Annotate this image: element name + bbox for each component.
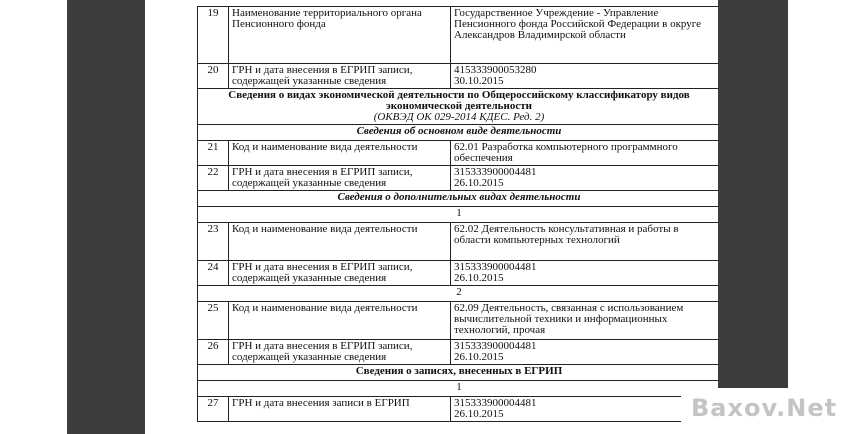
record-date: 30.10.2015 <box>454 75 504 87</box>
table-row <box>198 397 719 422</box>
field-value <box>451 166 719 191</box>
grn-number: 315333900004481 <box>454 340 537 352</box>
egrip-table <box>197 6 718 422</box>
record-date: 26.10.2015 <box>454 272 504 284</box>
row-number: 24 <box>198 261 229 286</box>
field-value: 62.01 Разработка компьютерного программного обеспечения <box>451 141 719 166</box>
section-header-row <box>198 89 719 125</box>
group-index: 1 <box>198 207 719 223</box>
table-row <box>198 7 719 64</box>
group-index-row <box>198 381 719 397</box>
records-section-heading: Сведения о записях, внесенных в ЕГРИП <box>198 365 719 381</box>
field-name: Наименование территориального органа Пенсионного фонда <box>229 7 451 64</box>
field-value <box>451 340 719 365</box>
field-name: Код и наименование вида деятельности <box>229 302 451 340</box>
row-number: 26 <box>198 340 229 365</box>
table-row <box>198 302 719 340</box>
field-value: 62.02 Деятельность консультативная и работы в области компьютерных технологий <box>451 223 719 261</box>
main-activity-heading: Сведения об основном виде деятельности <box>198 125 719 141</box>
field-name: ГРН и дата внесения в ЕГРИП записи, содержащей указанные сведения <box>229 340 451 365</box>
site-watermark <box>681 388 850 434</box>
grn-number: 315333900004481 <box>454 397 537 409</box>
okved-section-title: Сведения о видах экономической деятельности по Общероссийскому классификатору видов экономической деятельности <box>228 89 690 112</box>
field-name: ГРН и дата внесения записи в ЕГРИП <box>229 397 451 422</box>
field-name: ГРН и дата внесения в ЕГРИП записи, содержащей указанные сведения <box>229 261 451 286</box>
grn-number: 415333900053280 <box>454 64 537 76</box>
row-number: 19 <box>198 7 229 64</box>
field-value <box>451 261 719 286</box>
okved-section-subtitle: (ОКВЭД ОК 029-2014 КДЕС. Ред. 2) <box>373 111 545 123</box>
record-date: 26.10.2015 <box>454 177 504 189</box>
field-name: ГРН и дата внесения в ЕГРИП записи, содержащей указанные сведения <box>229 64 451 89</box>
field-name: Код и наименование вида деятельности <box>229 223 451 261</box>
field-name: Код и наименование вида деятельности <box>229 141 451 166</box>
table-row <box>198 166 719 191</box>
group-index: 1 <box>198 381 719 397</box>
subsection-header-row <box>198 191 719 207</box>
row-number: 25 <box>198 302 229 340</box>
row-number: 21 <box>198 141 229 166</box>
table-row <box>198 64 719 89</box>
row-number: 27 <box>198 397 229 422</box>
field-value: Государственное Учреждение - Управление Пенсионного фонда Российской Федерации в округе Александров Владимирской области <box>451 7 719 64</box>
table-row <box>198 340 719 365</box>
watermark-text: Baxov.Net <box>691 394 838 422</box>
document-page <box>145 0 718 434</box>
section-header-row <box>198 365 719 381</box>
record-date: 26.10.2015 <box>454 351 504 363</box>
row-number: 23 <box>198 223 229 261</box>
group-index: 2 <box>198 286 719 302</box>
table-row <box>198 261 719 286</box>
record-date: 26.10.2015 <box>454 408 504 420</box>
table-row <box>198 223 719 261</box>
additional-activity-heading: Сведения о дополнительных видах деятельности <box>198 191 719 207</box>
field-value <box>451 64 719 89</box>
field-value: 62.09 Деятельность, связанная с использованием вычислительной техники и информационных технологий, прочая <box>451 302 719 340</box>
group-index-row <box>198 286 719 302</box>
group-index-row <box>198 207 719 223</box>
grn-number: 315333900004481 <box>454 261 537 273</box>
field-value <box>451 397 719 422</box>
row-number: 20 <box>198 64 229 89</box>
row-number: 22 <box>198 166 229 191</box>
okved-section-header <box>198 89 719 125</box>
field-name: ГРН и дата внесения в ЕГРИП записи, содержащей указанные сведения <box>229 166 451 191</box>
subsection-header-row <box>198 125 719 141</box>
grn-number: 315333900004481 <box>454 166 537 178</box>
table-row <box>198 141 719 166</box>
